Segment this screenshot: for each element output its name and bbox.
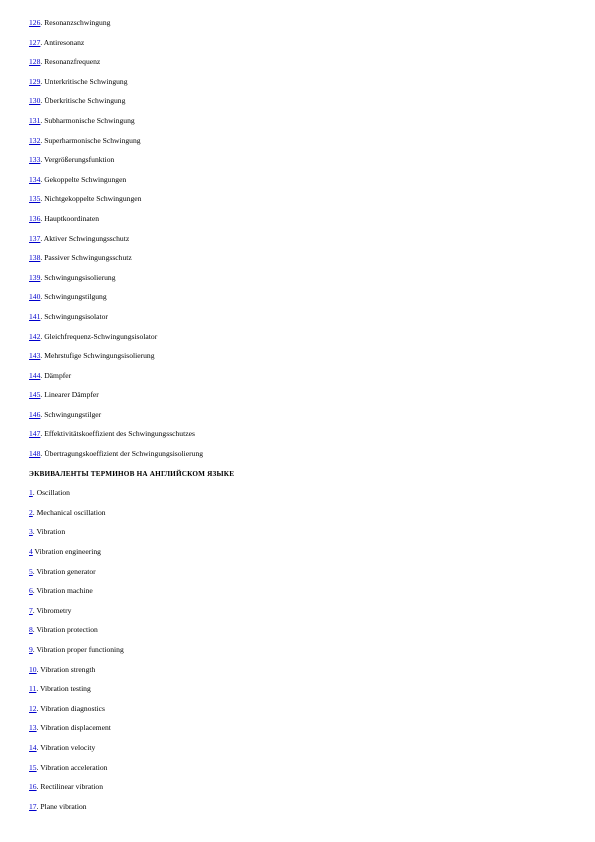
- term-number-link[interactable]: 128: [29, 57, 41, 67]
- term-text: Effektivitätskoeffizient des Schwingungsschutzes: [42, 429, 195, 439]
- term-separator: .: [40, 155, 43, 165]
- term-text: Vibration velocity: [38, 742, 96, 752]
- term-number-link[interactable]: 146: [29, 409, 41, 419]
- term-text: Vibration testing: [38, 684, 91, 694]
- term-number-link[interactable]: 8: [29, 625, 33, 635]
- term-text: Oscillation: [34, 488, 70, 498]
- term-number-link[interactable]: 17: [29, 801, 37, 811]
- term-text: Dämpfer: [42, 370, 72, 380]
- term-separator: .: [36, 723, 39, 733]
- term-entry: [29, 742, 569, 762]
- term-text: Unterkritische Schwingung: [42, 76, 128, 86]
- term-number-link[interactable]: 15: [29, 762, 37, 772]
- term-separator: .: [36, 782, 39, 792]
- term-text: Linearer Dämpfer: [42, 390, 99, 400]
- term-text: Vibrometry: [34, 605, 72, 615]
- term-separator: .: [32, 586, 35, 596]
- term-entry: [29, 428, 569, 448]
- term-entry: [29, 272, 569, 292]
- term-text: Mehrstufige Schwingungsisolierung: [42, 351, 155, 361]
- term-text: Antiresonanz: [42, 37, 85, 47]
- term-entry: [29, 56, 569, 76]
- term-number-link[interactable]: 14: [29, 742, 37, 752]
- term-text: Resonanzfrequenz: [42, 57, 101, 67]
- term-number-link[interactable]: 13: [29, 723, 37, 733]
- term-number-link[interactable]: 139: [29, 272, 41, 282]
- term-entry: [29, 566, 569, 586]
- term-number-link[interactable]: 130: [29, 96, 41, 106]
- term-separator: .: [40, 37, 43, 47]
- term-separator: .: [32, 605, 35, 615]
- term-text: Vibration diagnostics: [38, 703, 105, 713]
- term-text: Vibration machine: [34, 586, 93, 596]
- term-separator: .: [32, 488, 35, 498]
- term-separator: .: [40, 213, 43, 223]
- term-separator: .: [40, 429, 43, 439]
- term-separator: .: [40, 135, 43, 145]
- term-entry: [29, 703, 569, 723]
- term-separator: .: [40, 311, 43, 321]
- term-text: Schwingungsisolierung: [42, 272, 116, 282]
- term-separator: .: [36, 684, 39, 694]
- term-number-link[interactable]: 12: [29, 703, 37, 713]
- term-number-link[interactable]: 5: [29, 566, 33, 576]
- term-number-link[interactable]: 3: [29, 527, 33, 537]
- term-entry: [29, 233, 569, 253]
- term-number-link[interactable]: 10: [29, 664, 37, 674]
- term-entry: [29, 409, 569, 429]
- term-entry: [29, 291, 569, 311]
- term-text: Überkritische Schwingung: [42, 96, 126, 106]
- term-separator: .: [32, 566, 35, 576]
- term-text: Vibration displacement: [38, 723, 111, 733]
- term-number-link[interactable]: 143: [29, 351, 41, 361]
- term-entry: [29, 95, 569, 115]
- term-entry: [29, 350, 569, 370]
- term-separator: .: [40, 292, 43, 302]
- term-text: Gleichfrequenz-Schwingungsisolator: [42, 331, 158, 341]
- term-entry: [29, 526, 569, 546]
- document-page: [29, 17, 569, 820]
- term-number-link[interactable]: 129: [29, 76, 41, 86]
- term-entry: [29, 370, 569, 390]
- term-text: Vibration generator: [34, 566, 96, 576]
- term-number-link[interactable]: 2: [29, 507, 33, 517]
- term-number-link[interactable]: 144: [29, 370, 41, 380]
- term-separator: .: [40, 174, 43, 184]
- term-number-link[interactable]: 135: [29, 194, 41, 204]
- term-entry: [29, 801, 569, 821]
- term-separator: .: [32, 527, 35, 537]
- term-separator: .: [40, 351, 43, 361]
- term-separator: .: [36, 664, 39, 674]
- term-entry: [29, 762, 569, 782]
- term-separator: .: [40, 331, 43, 341]
- term-number-link[interactable]: 7: [29, 605, 33, 615]
- term-number-link[interactable]: 131: [29, 115, 41, 125]
- term-entry: [29, 781, 569, 801]
- term-entry: [29, 448, 569, 468]
- term-entry: [29, 605, 569, 625]
- term-separator: .: [32, 625, 35, 635]
- term-text: Rectilinear vibration: [38, 782, 104, 792]
- term-number-link[interactable]: 127: [29, 37, 41, 47]
- term-entry: [29, 37, 569, 57]
- term-separator: .: [40, 370, 43, 380]
- term-separator: .: [40, 390, 43, 400]
- term-number-link[interactable]: 141: [29, 311, 41, 321]
- term-text: Aktiver Schwingungsschutz: [42, 233, 130, 243]
- term-separator: .: [40, 233, 43, 243]
- term-entry: [29, 174, 569, 194]
- term-entry: [29, 507, 569, 527]
- term-text: Vibration: [34, 527, 66, 537]
- term-text: Superharmonische Schwingung: [42, 135, 141, 145]
- term-entry: [29, 252, 569, 272]
- term-text: Plane vibration: [38, 801, 87, 811]
- term-separator: .: [36, 801, 39, 811]
- german-term-list: [29, 17, 569, 468]
- term-number-link[interactable]: 137: [29, 233, 41, 243]
- term-text: Schwingungsisolator: [42, 311, 108, 321]
- term-text: Gekoppelte Schwingungen: [42, 174, 127, 184]
- term-entry: [29, 154, 569, 174]
- term-text: Vibration strength: [38, 664, 96, 674]
- term-entry: [29, 213, 569, 233]
- term-text: Vibration protection: [34, 625, 98, 635]
- term-text: Vergrößerungsfunktion: [42, 155, 115, 165]
- term-number-link[interactable]: 134: [29, 174, 41, 184]
- term-separator: .: [40, 115, 43, 125]
- term-separator: .: [32, 645, 35, 654]
- term-entry: [29, 135, 569, 155]
- term-separator: .: [40, 18, 43, 27]
- term-number-link[interactable]: 140: [29, 292, 41, 302]
- term-number-link[interactable]: 138: [29, 253, 41, 263]
- term-entry: [29, 585, 569, 605]
- term-separator: .: [40, 194, 43, 204]
- term-entry: [29, 487, 569, 507]
- term-entry: [29, 115, 569, 135]
- term-number-link[interactable]: 16: [29, 782, 37, 792]
- term-entry: [29, 722, 569, 742]
- term-number-link[interactable]: 4: [29, 547, 33, 557]
- term-number-link[interactable]: 147: [29, 429, 41, 439]
- term-entry: [29, 546, 569, 566]
- term-text: Schwingungstilger: [42, 409, 102, 419]
- term-text: Vibration proper functioning: [34, 645, 124, 654]
- term-number-link[interactable]: 132: [29, 135, 41, 145]
- english-term-list: [29, 487, 569, 820]
- term-text: Passiver Schwingungsschutz: [42, 253, 132, 263]
- term-number-link[interactable]: 136: [29, 213, 41, 223]
- term-entry: [29, 193, 569, 213]
- term-number-link[interactable]: 9: [29, 645, 33, 654]
- term-text: Mechanical oscillation: [34, 507, 106, 517]
- term-separator: .: [36, 762, 39, 772]
- term-text: Resonanzschwingung: [42, 18, 111, 27]
- term-entry: [29, 683, 569, 703]
- term-separator: .: [40, 409, 43, 419]
- term-text: Subharmonische Schwingung: [42, 115, 135, 125]
- term-entry: [29, 17, 569, 37]
- term-text: Hauptkoordinaten: [42, 213, 100, 223]
- term-text: Übertragungskoeffizient der Schwingungsisolierung: [42, 449, 204, 459]
- term-separator: .: [40, 76, 43, 86]
- term-separator: .: [36, 742, 39, 752]
- term-entry: [29, 76, 569, 96]
- term-separator: .: [40, 272, 43, 282]
- term-entry: [29, 624, 569, 644]
- term-text: Vibration engineering: [32, 547, 101, 557]
- section-heading: ЭКВИВАЛЕНТЫ ТЕРМИНОВ НА АНГЛИЙСКОМ ЯЗЫКЕ: [29, 469, 235, 478]
- term-number-link[interactable]: 126: [29, 18, 41, 27]
- term-text: Vibration acceleration: [38, 762, 108, 772]
- term-number-link[interactable]: 6: [29, 586, 33, 596]
- term-separator: .: [32, 507, 35, 517]
- term-number-link[interactable]: 1: [29, 488, 33, 498]
- term-entry: [29, 331, 569, 351]
- term-number-link[interactable]: 133: [29, 155, 41, 165]
- term-number-link[interactable]: 148: [29, 449, 41, 459]
- term-number-link[interactable]: 145: [29, 390, 41, 400]
- term-entry: [29, 664, 569, 684]
- term-text: Schwingungstilgung: [42, 292, 107, 302]
- term-entry: [29, 311, 569, 331]
- term-entry: [29, 644, 569, 664]
- term-number-link[interactable]: 142: [29, 331, 41, 341]
- term-separator: .: [40, 96, 43, 106]
- term-separator: .: [36, 703, 39, 713]
- term-separator: .: [40, 253, 43, 263]
- term-separator: .: [40, 449, 43, 459]
- term-number-link[interactable]: 11: [29, 684, 37, 694]
- term-entry: [29, 389, 569, 409]
- term-separator: .: [40, 57, 43, 67]
- term-text: Nichtgekoppelte Schwingungen: [42, 194, 142, 204]
